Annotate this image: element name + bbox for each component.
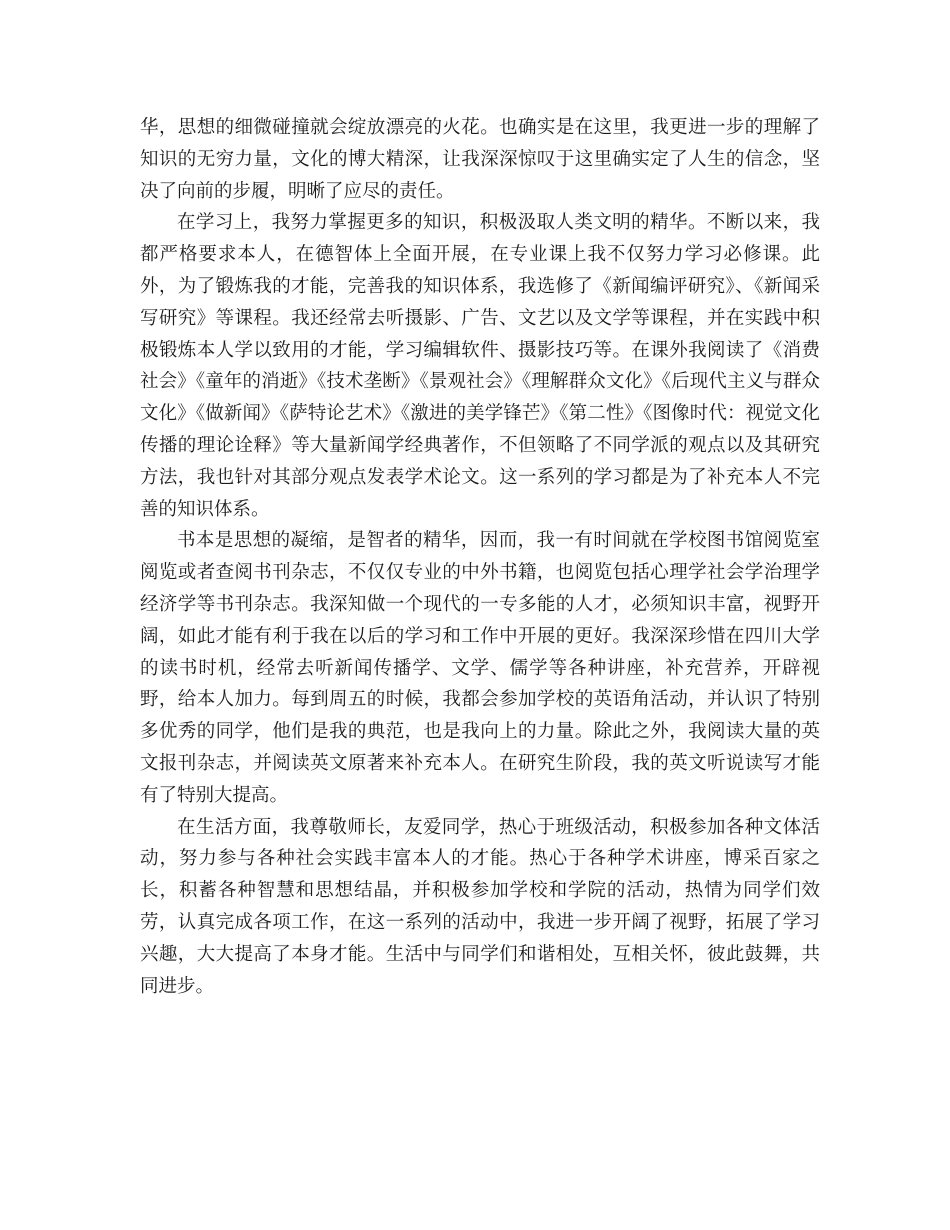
document-body (140, 112, 820, 1002)
paragraph-life: 在生活方面，我尊敬师长，友爱同学，热心于班级活动，积极参加各种文体活动，努力参与各种社会实践丰富本人的才能。热心于各种学术讲座，博采百家之长，积蓄各种智慧和思想结晶，并积极参加学校和学院的活动，热情为同学们效劳，认真完成各项工作，在这一系列的活动中，我进一步开阔了视野，拓展了学习兴趣，大大提高了本身才能。生活中与同学们和谐相处，互相关怀，彼此鼓舞，共同进步。 (140, 816, 820, 997)
paragraph-study: 在学习上，我努力掌握更多的知识，积极汲取人类文明的精华。不断以来，我都严格要求本人，在德智体上全面开展，在专业课上我不仅努力学习必修课。此外，为了锻炼我的才能，完善我的知识体系，我选修了《新闻编评研究》、《新闻采写研究》等课程。我还经常去听摄影、广告、文艺以及文学等课程，并在实践中积极锻炼本人学以致用的才能，学习编辑软件、摄影技巧等。在课外我阅读了《消费社会》《童年的消逝》《技术垄断》《景观社会》《理解群众文化》《后现代主义与群众文化》《做新闻》《萨特论艺术》《激进的美学锋芒》《第二性》《图像时代：视觉文化传播的理论诠释》等大量新闻学经典著作，不但领略了不同学派的观点以及其研究方法，我也针对其部分观点发表学术论文。这一系列的学习都是为了补充本人不完善的知识体系。 (140, 212, 820, 520)
paragraph-continuation: 华，思想的细微碰撞就会绽放漂亮的火花。也确实是在这里，我更进一步的理解了知识的无穷力量，文化的博大精深，让我深深惊叹于这里确实定了人生的信念，坚决了向前的步履，明晰了应尽的责任。 (140, 117, 820, 202)
paragraph-reading: 书本是思想的凝缩，是智者的精华，因而，我一有时间就在学校图书馆阅览室阅览或者查阅书刊杂志，不仅仅专业的中外书籍，也阅览包括心理学社会学治理学经济学等书刊杂志。我深知做一个现代的一专多能的人才，必须知识丰富，视野开阔，如此才能有利于我在以后的学习和工作中开展的更好。我深深珍惜在四川大学的读书时机，经常去听新闻传播学、文学、儒学等各种讲座，补充营养，开辟视野，给本人加力。每到周五的时候，我都会参加学校的英语角活动，并认识了特别多优秀的同学，他们是我的典范，也是我向上的力量。除此之外，我阅读大量的英文报刊杂志，并阅读英文原著来补充本人。在研究生阶段，我的英文听说读写才能有了特别大提高。 (140, 530, 820, 806)
